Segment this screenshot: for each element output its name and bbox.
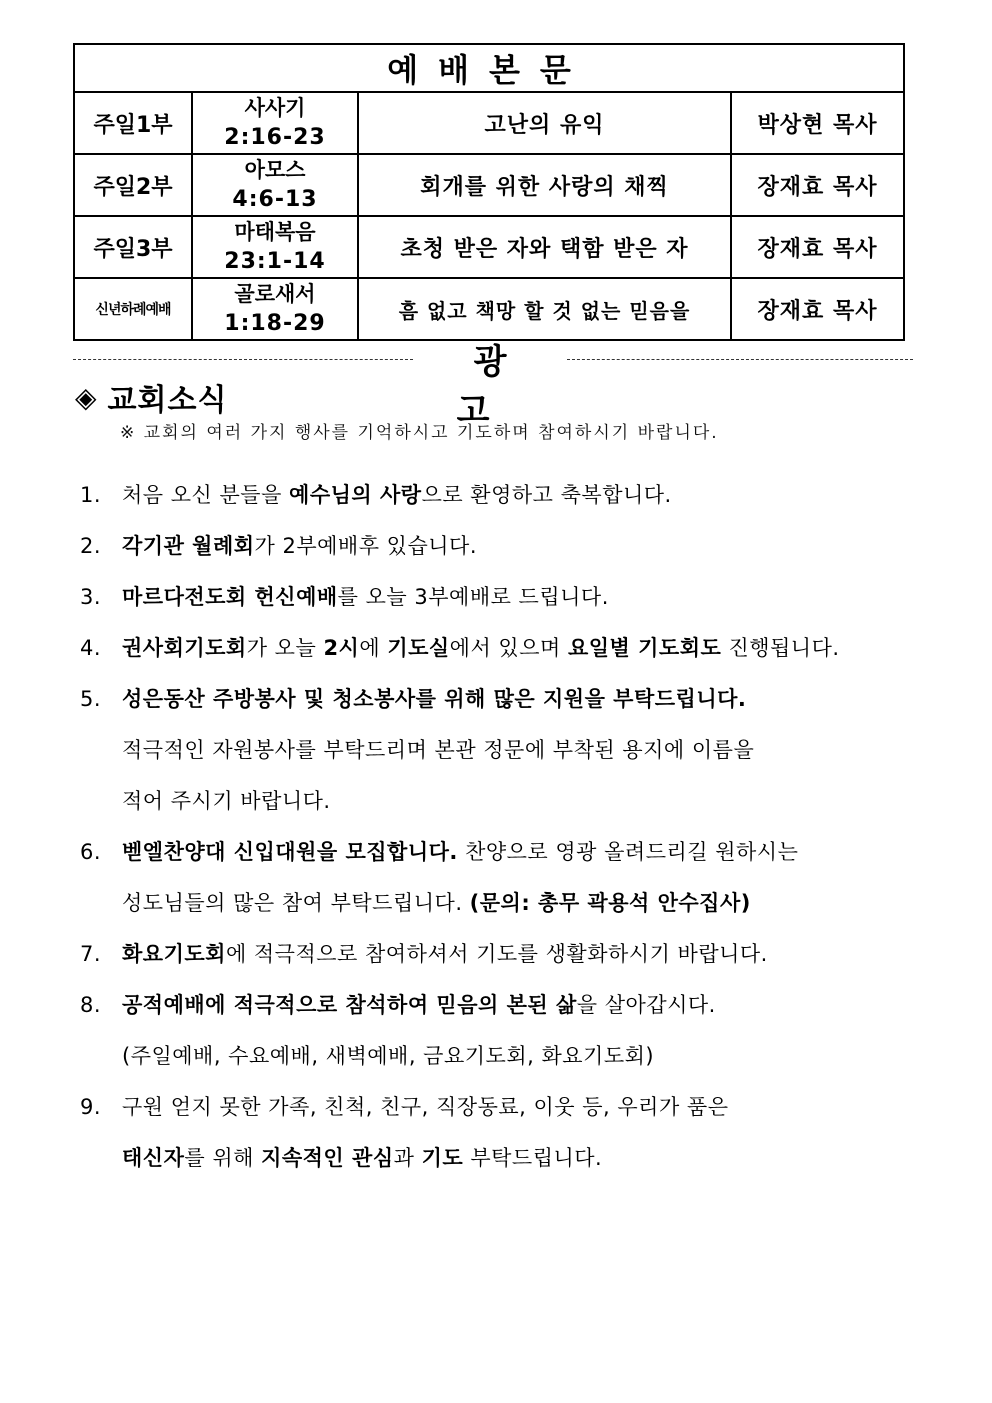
item-text: 를 오늘 3부예배로 드립니다. (337, 585, 609, 609)
service-name: 신년하례예배 (74, 278, 192, 340)
service-name: 주일1부 (74, 92, 192, 154)
item-number: 9. (80, 1095, 102, 1119)
item-line (122, 1082, 860, 1133)
list-item (80, 521, 860, 572)
emphasized-text: 2시 (323, 636, 360, 660)
list-item (80, 929, 860, 980)
item-text: 가 오늘 (246, 636, 324, 660)
table-row (74, 154, 904, 216)
diamond-icon: ◈ (75, 380, 98, 414)
scripture-verse: 1:18-29 (224, 311, 326, 336)
item-body (122, 470, 860, 521)
emphasized-text: 공적예배에 적극적으로 참석하여 믿음의 본된 삶 (122, 993, 577, 1017)
item-body (122, 827, 860, 929)
item-text: 을 살아갑시다. (576, 993, 716, 1017)
divider-line-left (73, 359, 413, 360)
emphasized-text: 권사회기도회 (122, 636, 247, 660)
item-body (122, 521, 860, 572)
item-text: 를 위해 (184, 1146, 262, 1170)
scripture-verse: 4:6-13 (232, 187, 318, 212)
pastor-name: 장재효 목사 (731, 216, 904, 278)
item-line (122, 1133, 860, 1184)
pastor-name: 박상현 목사 (731, 92, 904, 154)
item-text: 에 (359, 636, 388, 660)
emphasized-text: 마르다전도회 헌신예배 (122, 585, 338, 609)
item-line (122, 980, 860, 1031)
item-body (122, 929, 860, 980)
item-text: 부탁드립니다. (463, 1146, 603, 1170)
emphasized-text: 요일별 기도회도 (567, 636, 722, 660)
scripture-ref (192, 216, 358, 278)
ad-label: 광고 (456, 342, 541, 431)
emphasized-text: 화요기도회 (122, 942, 226, 966)
item-text: 가 2부예배후 있습니다. (254, 534, 477, 558)
scripture-heading: 예배본문 (74, 44, 904, 92)
sermon-title: 고난의 유익 (358, 92, 731, 154)
scripture-ref (192, 92, 358, 154)
sermon-title: 회개를 위한 사랑의 채찍 (358, 154, 731, 216)
announcement-list (80, 470, 860, 1184)
emphasized-text: 지속적인 관심 (261, 1146, 394, 1170)
item-text: 에 적극적으로 참여하셔서 기도를 생활화하시기 바랍니다. (225, 942, 768, 966)
item-number: 2. (80, 534, 102, 558)
scripture-verse: 23:1-14 (224, 249, 326, 274)
item-number: 4. (80, 636, 102, 660)
pastor-name: 장재효 목사 (731, 278, 904, 340)
list-item (80, 572, 860, 623)
item-text: (주일예배, 수요예배, 새벽예배, 금요기도회, 화요기도회) (122, 1044, 655, 1068)
item-number: 7. (80, 942, 102, 966)
table-row (74, 216, 904, 278)
item-line (122, 776, 860, 827)
item-body (122, 674, 860, 827)
item-body (122, 980, 860, 1082)
scripture-ref (192, 278, 358, 340)
scripture-book: 사사기 (244, 96, 306, 120)
item-line (122, 572, 860, 623)
item-body (122, 1082, 860, 1184)
item-text: 으로 환영하고 축복합니다. (421, 483, 672, 507)
item-line (122, 623, 860, 674)
item-number: 8. (80, 993, 102, 1017)
list-item (80, 827, 860, 929)
item-line (122, 470, 860, 521)
emphasized-text: 기도 (421, 1146, 464, 1170)
item-text: 진행됩니다. (721, 636, 840, 660)
emphasized-text: 벧엘찬양대 신입대원을 모집합니다. (122, 840, 458, 864)
divider-line-right (567, 359, 913, 360)
item-body (122, 572, 860, 623)
scripture-table (73, 43, 905, 341)
scripture-ref (192, 154, 358, 216)
emphasized-text: (문의: 총무 곽용석 안수집사) (469, 891, 751, 915)
item-text: 과 (393, 1146, 422, 1170)
item-line (122, 878, 860, 929)
item-text: 에서 있으며 (449, 636, 568, 660)
list-item (80, 674, 860, 827)
item-line (122, 1031, 860, 1082)
scripture-book: 골로새서 (234, 282, 316, 306)
item-line (122, 725, 860, 776)
church-news-note: ※ 교회의 여러 가지 행사를 기억하시고 기도하며 참여하시기 바랍니다. (120, 423, 719, 443)
item-text: 구원 얻지 못한 가족, 친척, 친구, 직장동료, 이웃 등, 우리가 품은 (122, 1095, 729, 1119)
list-item (80, 623, 860, 674)
item-number: 5. (80, 687, 102, 711)
scripture-book: 마태복음 (234, 220, 316, 244)
item-body (122, 623, 860, 674)
list-item (80, 1082, 860, 1184)
emphasized-text: 각기관 월례회 (122, 534, 255, 558)
item-text: 찬양으로 영광 올려드리길 원하시는 (457, 840, 799, 864)
service-name: 주일3부 (74, 216, 192, 278)
table-row (74, 92, 904, 154)
emphasized-text: 성은동산 주방봉사 및 청소봉사를 위해 많은 지원을 부탁드립니다. (122, 687, 747, 711)
item-text: 적극적인 자원봉사를 부탁드리며 본관 정문에 부착된 용지에 이름을 (122, 738, 755, 762)
list-item (80, 470, 860, 521)
item-text: 성도님들의 많은 참여 부탁드립니다. (122, 891, 470, 915)
item-line (122, 674, 860, 725)
pastor-name: 장재효 목사 (731, 154, 904, 216)
item-text: 적어 주시기 바랍니다. (122, 789, 331, 813)
emphasized-text: 기도실 (387, 636, 450, 660)
item-line (122, 521, 860, 572)
emphasized-text: 예수님의 사랑 (289, 483, 422, 507)
item-line (122, 827, 860, 878)
sermon-title: 초청 받은 자와 택함 받은 자 (358, 216, 731, 278)
item-text: 처음 오신 분들을 (122, 483, 290, 507)
item-number: 6. (80, 840, 102, 864)
sermon-title: 흠 없고 책망 할 것 없는 믿음을 (358, 278, 731, 340)
church-news-title: 교회소식 (107, 383, 228, 418)
item-number: 3. (80, 585, 102, 609)
scripture-book: 아모스 (244, 158, 306, 182)
table-row (74, 278, 904, 340)
church-news-heading (75, 377, 227, 417)
scripture-verse: 2:16-23 (224, 125, 326, 150)
item-number: 1. (80, 483, 102, 507)
list-item (80, 980, 860, 1082)
service-name: 주일2부 (74, 154, 192, 216)
emphasized-text: 태신자 (122, 1146, 185, 1170)
item-line (122, 929, 860, 980)
